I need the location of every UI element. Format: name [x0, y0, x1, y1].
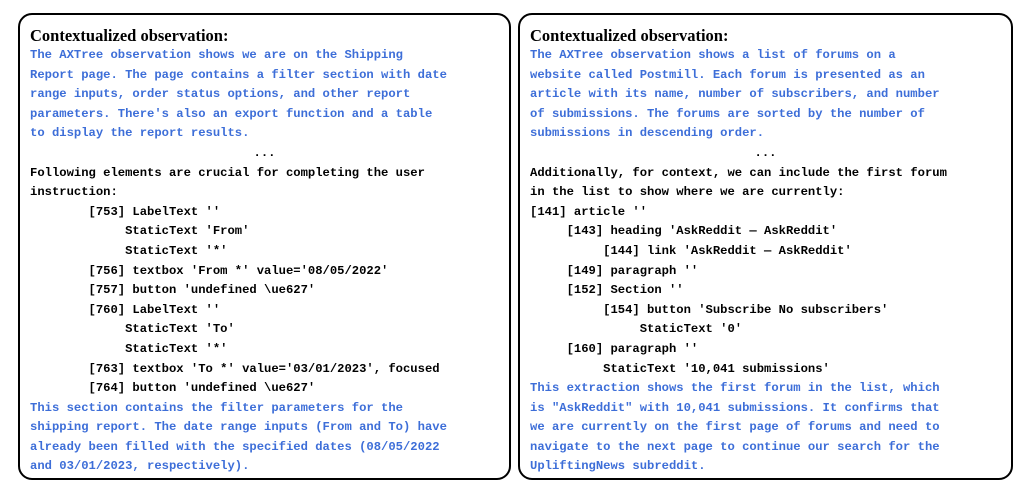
left-axtree-line: [756] textbox 'From *' value='08/05/2022' [30, 263, 389, 278]
left-axtree-line: StaticText 'To' [30, 322, 235, 337]
right-outro-line: This extraction shows the first forum in the list, which [530, 381, 940, 396]
right-axtree-line: StaticText '0' [530, 322, 743, 337]
right-ellipsis: ... [754, 145, 777, 160]
left-axtree-line: StaticText 'From' [30, 224, 250, 239]
right-axtree-line: StaticText '10,041 submissions' [530, 361, 830, 376]
left-intro-line: range inputs, order status options, and other report [30, 87, 411, 102]
right-outro-line: navigate to the next page to continue our search for the [530, 439, 940, 454]
right-axtree-line: [154] button 'Subscribe No subscribers' [530, 302, 889, 317]
right-axtree-line: [144] link 'AskReddit — AskReddit' [530, 243, 852, 258]
left-intro-line: The AXTree observation shows we are on the Shipping [30, 48, 403, 62]
right-outro-line: UpliftingNews subreddit. [530, 459, 706, 474]
left-outro-line: and 03/01/2023, respectively). [30, 459, 250, 474]
left-axtree-line: StaticText '*' [30, 243, 228, 258]
right-intro-line: of submissions. The forums are sorted by the number of [530, 106, 925, 121]
left-outro-line: already been filled with the specified dates (08/05/2022 [30, 439, 440, 454]
left-axtree-line: [760] LabelText '' [30, 302, 221, 317]
left-mid-line: Following elements are crucial for completing the user [30, 165, 425, 180]
right-panel-title: Contextualized observation: [530, 26, 729, 45]
right-outro-line: we are currently on the first page of forums and need to [530, 420, 940, 435]
left-observation-panel [18, 13, 511, 480]
right-intro-line: The AXTree observation shows a list of forums on a [530, 48, 896, 62]
left-axtree-line: StaticText '*' [30, 341, 228, 356]
left-intro-line: parameters. There's also an export function and a table [30, 106, 433, 121]
right-outro-line: is "AskReddit" with 10,041 submissions. It confirms that [530, 400, 940, 415]
left-outro-line: shipping report. The date range inputs (From and To) have [30, 420, 447, 435]
left-outro-line: This section contains the filter parameters for the [30, 400, 403, 415]
left-axtree-line: [757] button 'undefined \ue627' [30, 283, 316, 298]
right-mid-line: Additionally, for context, we can include the first forum [530, 165, 947, 180]
left-mid-line: instruction: [30, 185, 118, 200]
left-axtree-line: [753] LabelText '' [30, 204, 221, 219]
right-intro-line: submissions in descending order. [530, 126, 765, 141]
right-axtree-line: [143] heading 'AskReddit — AskReddit' [530, 224, 838, 239]
right-observation-panel [518, 13, 1013, 480]
right-mid-line: in the list to show where we are currently: [530, 185, 845, 200]
right-axtree-line: [152] Section '' [530, 283, 684, 298]
right-intro-line: website called Postmill. Each forum is presented as an [530, 67, 925, 82]
left-panel-title: Contextualized observation: [30, 26, 229, 45]
left-axtree-line: [763] textbox 'To *' value='03/01/2023', focused [30, 361, 440, 376]
right-intro-line: article with its name, number of subscribers, and number [530, 87, 940, 102]
right-axtree-line: [149] paragraph '' [530, 263, 699, 278]
left-axtree-line: [764] button 'undefined \ue627' [30, 381, 316, 396]
left-intro-line: to display the report results. [30, 126, 250, 141]
left-intro-line: Report page. The page contains a filter section with date [30, 67, 447, 82]
right-axtree-line: [160] paragraph '' [530, 341, 699, 356]
left-ellipsis: ... [253, 145, 276, 160]
right-axtree-line: [141] article '' [530, 204, 648, 219]
